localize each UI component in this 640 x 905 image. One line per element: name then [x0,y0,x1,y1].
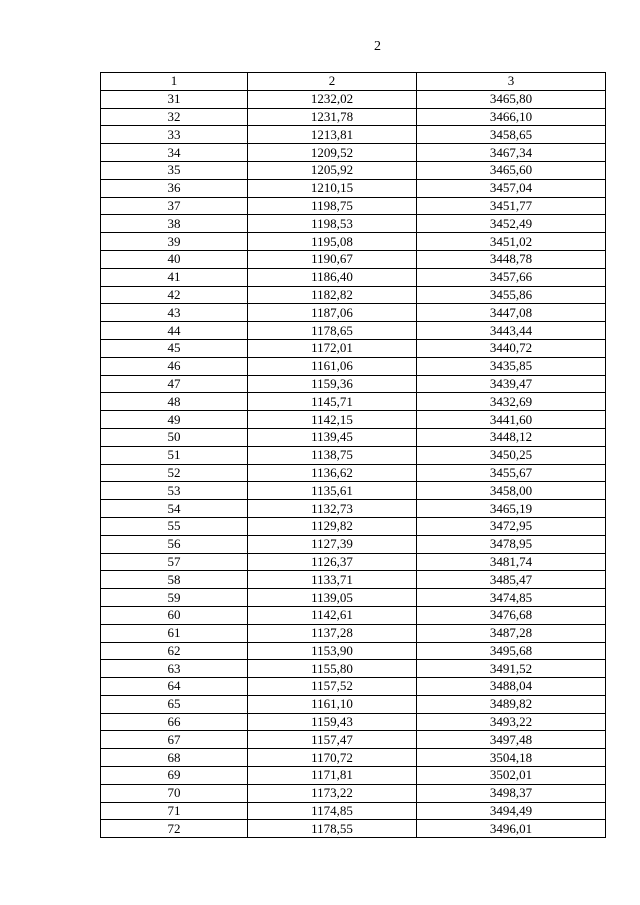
table-cell-col-2: 1135,61 [248,482,417,500]
table-cell-col-2: 1173,22 [248,784,417,802]
table-row [101,411,606,429]
table-row [101,695,606,713]
table-cell-col-2: 1198,53 [248,215,417,233]
table-cell-col-3: 3504,18 [417,749,606,767]
table-cell-col-2: 1232,02 [248,90,417,108]
table-cell-col-3: 3432,69 [417,393,606,411]
table-cell-col-2: 1195,08 [248,233,417,251]
table-cell-col-2: 1159,43 [248,713,417,731]
table-cell-col-1: 34 [101,144,248,162]
table-cell-col-1: 58 [101,571,248,589]
table-row [101,197,606,215]
column-header-2: 2 [248,73,417,91]
table-row [101,357,606,375]
table-cell-col-1: 63 [101,660,248,678]
table-cell-col-2: 1170,72 [248,749,417,767]
table-row [101,339,606,357]
table-cell-col-1: 65 [101,695,248,713]
table-cell-col-1: 43 [101,304,248,322]
table-row [101,678,606,696]
table-header [101,73,606,91]
table-cell-col-2: 1161,10 [248,695,417,713]
table-cell-col-2: 1187,06 [248,304,417,322]
table-row [101,108,606,126]
table-cell-col-2: 1132,73 [248,500,417,518]
table-cell-col-2: 1139,05 [248,589,417,607]
table-cell-col-1: 66 [101,713,248,731]
table-row [101,482,606,500]
column-header-1: 1 [101,73,248,91]
table-cell-col-1: 64 [101,678,248,696]
table-cell-col-1: 70 [101,784,248,802]
table-row [101,731,606,749]
table-cell-col-3: 3465,19 [417,500,606,518]
table-row [101,642,606,660]
table-cell-col-3: 3457,66 [417,268,606,286]
table-row [101,713,606,731]
table-row [101,820,606,838]
table-cell-col-1: 51 [101,446,248,464]
table-cell-col-3: 3494,49 [417,802,606,820]
table-cell-col-3: 3481,74 [417,553,606,571]
table-cell-col-2: 1213,81 [248,126,417,144]
table-cell-col-2: 1157,52 [248,678,417,696]
table-row [101,553,606,571]
table-cell-col-3: 3457,04 [417,179,606,197]
table-cell-col-2: 1155,80 [248,660,417,678]
table-cell-col-1: 32 [101,108,248,126]
table-cell-col-1: 45 [101,339,248,357]
table-row [101,535,606,553]
table-cell-col-2: 1210,15 [248,179,417,197]
table-cell-col-1: 60 [101,606,248,624]
table-cell-col-2: 1161,06 [248,357,417,375]
table-row [101,500,606,518]
table-cell-col-1: 52 [101,464,248,482]
table-cell-col-3: 3488,04 [417,678,606,696]
table-cell-col-3: 3458,00 [417,482,606,500]
table-cell-col-3: 3496,01 [417,820,606,838]
table-cell-col-3: 3440,72 [417,339,606,357]
table-cell-col-2: 1129,82 [248,517,417,535]
table-cell-col-2: 1171,81 [248,767,417,785]
table-cell-col-2: 1139,45 [248,428,417,446]
table-cell-col-3: 3441,60 [417,411,606,429]
table-cell-col-3: 3447,08 [417,304,606,322]
table-cell-col-1: 67 [101,731,248,749]
table-cell-col-3: 3467,34 [417,144,606,162]
table-cell-col-2: 1205,92 [248,161,417,179]
table-cell-col-1: 40 [101,250,248,268]
table-row [101,517,606,535]
table-row [101,268,606,286]
table-row [101,749,606,767]
table-cell-col-1: 54 [101,500,248,518]
table-cell-col-3: 3455,86 [417,286,606,304]
table-row [101,624,606,642]
table-row [101,375,606,393]
table-cell-col-2: 1172,01 [248,339,417,357]
table-row [101,233,606,251]
table-cell-col-3: 3485,47 [417,571,606,589]
table-cell-col-3: 3465,80 [417,90,606,108]
table-row [101,90,606,108]
table-cell-col-3: 3443,44 [417,322,606,340]
table-cell-col-1: 47 [101,375,248,393]
table-cell-col-3: 3465,60 [417,161,606,179]
table-cell-col-3: 3498,37 [417,784,606,802]
table-row [101,660,606,678]
table-cell-col-1: 57 [101,553,248,571]
table-cell-col-3: 3448,78 [417,250,606,268]
table-cell-col-2: 1231,78 [248,108,417,126]
table-cell-col-3: 3478,95 [417,535,606,553]
column-header-3: 3 [417,73,606,91]
table-cell-col-2: 1153,90 [248,642,417,660]
coordinates-table [100,72,606,838]
table-cell-col-2: 1126,37 [248,553,417,571]
table-row [101,571,606,589]
table-row [101,802,606,820]
table-cell-col-2: 1133,71 [248,571,417,589]
table-cell-col-1: 53 [101,482,248,500]
table-cell-col-2: 1182,82 [248,286,417,304]
page-number: 2 [374,39,381,54]
table-cell-col-3: 3489,82 [417,695,606,713]
table-cell-col-3: 3455,67 [417,464,606,482]
table-cell-col-2: 1145,71 [248,393,417,411]
table-cell-col-3: 3491,52 [417,660,606,678]
table-cell-col-1: 37 [101,197,248,215]
table-cell-col-3: 3458,65 [417,126,606,144]
table-row [101,161,606,179]
table-row [101,286,606,304]
table-cell-col-3: 3476,68 [417,606,606,624]
table-cell-col-1: 44 [101,322,248,340]
table-cell-col-1: 50 [101,428,248,446]
table-cell-col-3: 3451,77 [417,197,606,215]
table-cell-col-1: 38 [101,215,248,233]
table-cell-col-1: 59 [101,589,248,607]
table-cell-col-3: 3474,85 [417,589,606,607]
table-cell-col-3: 3435,85 [417,357,606,375]
table-row [101,606,606,624]
table-cell-col-3: 3493,22 [417,713,606,731]
table-row [101,784,606,802]
table-cell-col-1: 56 [101,535,248,553]
table-header-row [101,73,606,91]
table-cell-col-1: 33 [101,126,248,144]
table-cell-col-2: 1138,75 [248,446,417,464]
table-cell-col-3: 3495,68 [417,642,606,660]
table-cell-col-3: 3472,95 [417,517,606,535]
table-cell-col-3: 3487,28 [417,624,606,642]
table-row [101,446,606,464]
table-cell-col-1: 35 [101,161,248,179]
table-cell-col-2: 1136,62 [248,464,417,482]
table-cell-col-1: 49 [101,411,248,429]
table-cell-col-3: 3497,48 [417,731,606,749]
table-cell-col-1: 68 [101,749,248,767]
table-row [101,428,606,446]
table-cell-col-1: 41 [101,268,248,286]
table-cell-col-2: 1127,39 [248,535,417,553]
table-row [101,304,606,322]
table-row [101,144,606,162]
table-row [101,393,606,411]
table-cell-col-2: 1186,40 [248,268,417,286]
table-row [101,589,606,607]
table-cell-col-1: 31 [101,90,248,108]
table-cell-col-1: 36 [101,179,248,197]
table-cell-col-1: 69 [101,767,248,785]
table-cell-col-1: 71 [101,802,248,820]
table-cell-col-2: 1137,28 [248,624,417,642]
table-row [101,464,606,482]
table-cell-col-2: 1142,61 [248,606,417,624]
table-cell-col-3: 3448,12 [417,428,606,446]
table-cell-col-1: 72 [101,820,248,838]
table-row [101,322,606,340]
table-cell-col-1: 61 [101,624,248,642]
coordinates-table-container [100,72,605,838]
table-cell-col-3: 3451,02 [417,233,606,251]
table-cell-col-2: 1178,55 [248,820,417,838]
table-cell-col-3: 3450,25 [417,446,606,464]
table-row [101,767,606,785]
table-cell-col-3: 3466,10 [417,108,606,126]
table-cell-col-3: 3439,47 [417,375,606,393]
table-cell-col-2: 1198,75 [248,197,417,215]
table-cell-col-3: 3452,49 [417,215,606,233]
table-row [101,215,606,233]
table-row [101,126,606,144]
table-cell-col-2: 1157,47 [248,731,417,749]
table-row [101,179,606,197]
table-cell-col-3: 3502,01 [417,767,606,785]
table-cell-col-2: 1142,15 [248,411,417,429]
table-cell-col-1: 46 [101,357,248,375]
table-cell-col-2: 1209,52 [248,144,417,162]
table-cell-col-2: 1174,85 [248,802,417,820]
table-cell-col-1: 48 [101,393,248,411]
table-cell-col-1: 55 [101,517,248,535]
table-cell-col-2: 1178,65 [248,322,417,340]
table-row [101,250,606,268]
table-cell-col-1: 39 [101,233,248,251]
table-cell-col-1: 62 [101,642,248,660]
table-body [101,90,606,837]
table-cell-col-2: 1159,36 [248,375,417,393]
table-cell-col-2: 1190,67 [248,250,417,268]
table-cell-col-1: 42 [101,286,248,304]
